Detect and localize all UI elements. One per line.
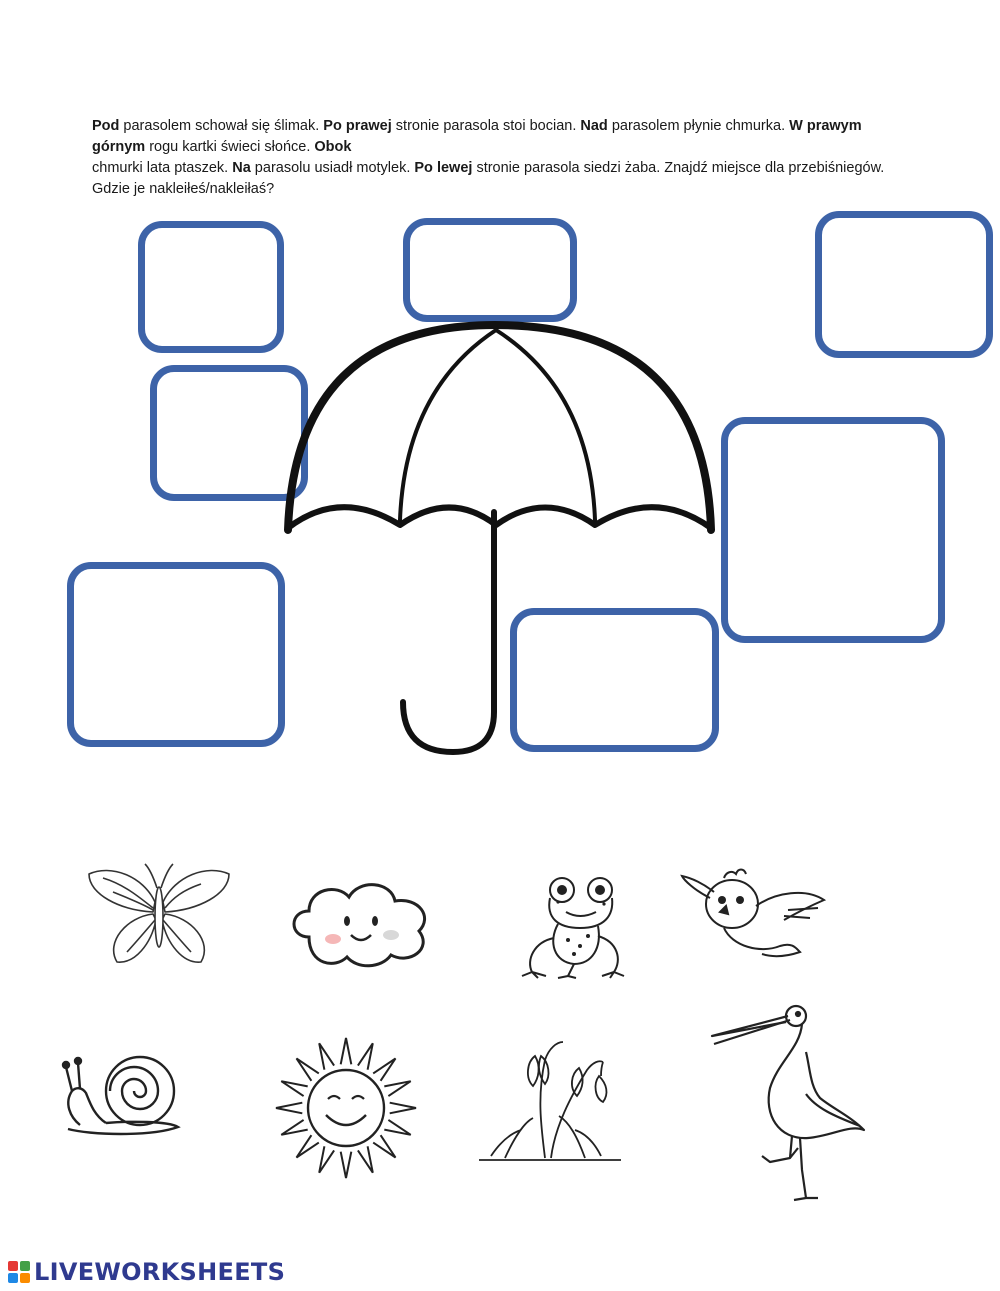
sun-ray [319, 1146, 334, 1172]
logo-square-3 [8, 1273, 18, 1283]
sun-ray [319, 1043, 334, 1069]
sun-sticker[interactable] [268, 1033, 424, 1183]
instruction-run: Pod [92, 118, 120, 134]
sun-ray [373, 1059, 395, 1081]
bird-sticker[interactable] [680, 862, 828, 958]
sun-ray [341, 1038, 352, 1064]
sun-ray [390, 1103, 416, 1114]
logo-square-2 [20, 1261, 30, 1271]
sun-ray [297, 1059, 319, 1081]
instruction-run: Nad [580, 118, 608, 134]
cloud-sticker[interactable] [287, 877, 437, 969]
instruction-run: chmurki lata ptaszek. [92, 160, 233, 176]
butterfly-sticker[interactable] [83, 862, 235, 967]
brand-name: LIVEWORKSHEETS [34, 1258, 286, 1286]
instruction-run: Po prawej [323, 118, 392, 134]
snowdrops-sticker[interactable] [475, 1026, 625, 1166]
umbrella-illustration [280, 320, 720, 760]
stork-sticker[interactable] [710, 998, 870, 1208]
logo-square-1 [8, 1261, 18, 1271]
sun-ray [297, 1135, 319, 1157]
sun-ray [281, 1120, 307, 1135]
instruction-run: W prawym górnym [92, 118, 862, 155]
drop-box-lower-left[interactable] [67, 562, 285, 747]
drop-box-right[interactable] [721, 417, 945, 643]
sun-ray [373, 1135, 395, 1157]
sun-ray [384, 1081, 410, 1096]
drop-box-top-center[interactable] [403, 218, 577, 322]
instruction-run: Po lewej [414, 160, 473, 176]
sun-ray [358, 1043, 373, 1069]
instruction-paragraph-1 [92, 116, 912, 158]
instruction-run: parasolem schował się ślimak. [119, 118, 324, 134]
liveworksheets-logo-icon [8, 1261, 30, 1283]
instruction-run: rogu kartki świeci słońce. [145, 139, 315, 155]
sun-ray [341, 1152, 352, 1178]
instruction-run: stronie parasola stoi bocian. [391, 118, 581, 134]
drop-box-upper-left[interactable] [138, 221, 284, 353]
drop-box-top-right[interactable] [815, 211, 993, 358]
sun-ray [358, 1146, 373, 1172]
snail-sticker[interactable] [60, 1045, 184, 1137]
instruction-run: Na [232, 160, 251, 176]
instruction-run: stronie parasola siedzi żaba. Znajdź miejsce dla przebiśniegów. Gdzie je nakleiłeś/nakleiłaś? [92, 160, 885, 197]
logo-square-4 [20, 1273, 30, 1283]
instructions-text [92, 116, 912, 200]
instruction-run: parasolu usiadł motylek. [250, 160, 415, 176]
sun-ray [384, 1120, 410, 1135]
instruction-run: Obok [314, 139, 352, 155]
sun-ray [276, 1103, 302, 1114]
instruction-paragraph-2 [92, 158, 912, 200]
instruction-run: parasolem płynie chmurka. [607, 118, 790, 134]
frog-sticker[interactable] [518, 872, 630, 980]
sun-ray [281, 1081, 307, 1096]
liveworksheets-footer[interactable] [8, 1258, 285, 1286]
